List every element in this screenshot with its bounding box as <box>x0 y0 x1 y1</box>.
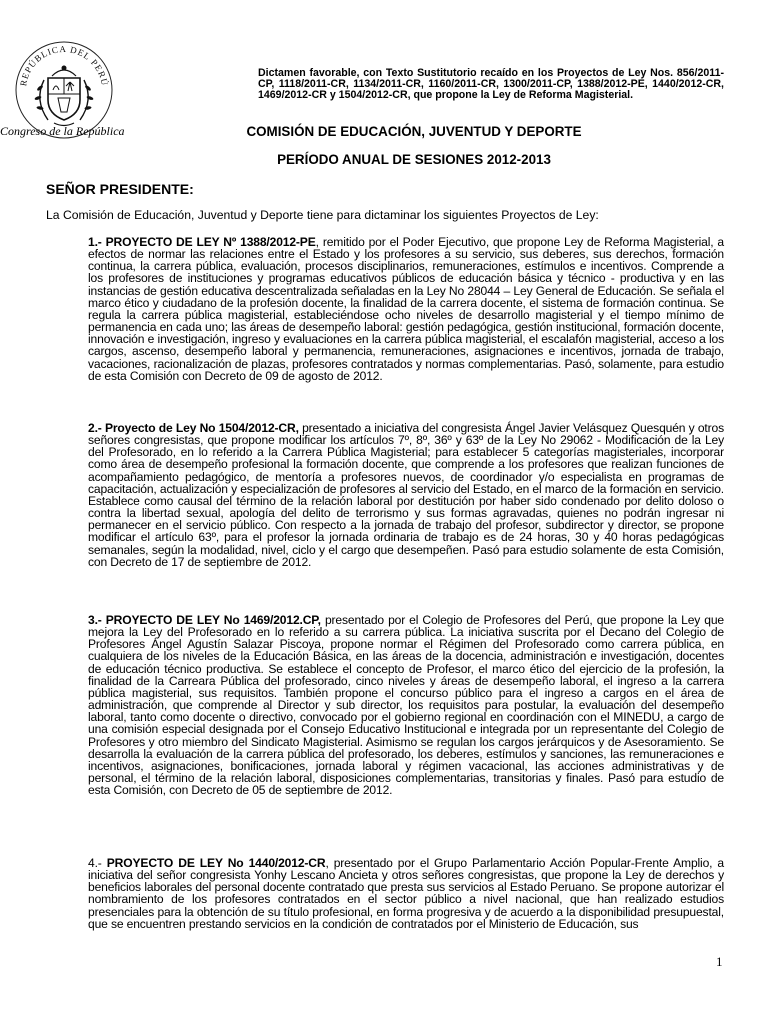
salutation: SEÑOR PRESIDENTE: <box>46 181 194 197</box>
item-text: , presentado por el Grupo Parlamentario Acción Popular-Frente Amplio, a iniciativa del señor congresista Yonhy Lescano Ancieta y otros señores congresistas, que propone la Ley de derechos y beneficios laborales del personal docente contratado que presta sus servicios al Estado Peruano. Se propone autorizar el nombramiento de los profesores contratados en el sector público a nivel nacional, que han realizado estudios presenciales para la obtención de su título profesional, en forma progresiva y de acuerdo a la disponibilidad presupuestal, que se encuentren prestando servicios en la condición de contratados por el Ministerio de Educación, sus <box>88 856 725 931</box>
list-item <box>88 857 724 930</box>
dictamen-heading: Dictamen favorable, con Texto Sustitutorio recaído en los Proyectos de Ley Nos. 856/2011-CP, 1118/2011-CR, 1134/2011-CR, 1160/2011-CR, 1300/2011-CP, 1388/2012-PE, 1440/2012-CR, 1469/2012-CR y 1504/2012-CR, que propone la Ley de Reforma Magisterial. <box>258 67 724 102</box>
intro-paragraph: La Comisión de Educación, Juventud y Deporte tiene para dictaminar los siguientes Proyectos de Ley: <box>46 208 599 222</box>
item-lead: PROYECTO DE LEY No 1440/2012-CR <box>106 856 326 870</box>
list-item <box>88 614 724 796</box>
list-item <box>88 236 724 382</box>
item-text: presentado a iniciativa del congresista Ángel Javier Velásquez Quesquén y otros señores congresistas, que propone modificar los artículos 7º, 8º, 36º y 63º de la Ley No 29062 - Modificación de la Ley del Profesorado, en lo referido a la Carrera Pública Magisterial; para establecer 5 categorías magisteriales, incorporar como área de desempeño profesional la formación docente, que comprende a los profesores que realizan funciones de acompañamiento pedagógico, de mentoría a profesores nuevos, de coordinador y/o especialista en programas de capacitación, actualización y especialización de profesores al servicio del Estado, en el marco de la formación en servicio. Establece como causal del término de la relación laboral por destitución por haber sido condenado por delito doloso o contra la libertad sexual, apología del delito de terrorismo y sus formas agravadas, quienes no podrán ingresar ni permanecer en el servicio público. Con respecto a la jornada de trabajo del profesor, subdirector y director, se propone modificar el artículo 63º, para el profesor la jornada ordinaria de trabajo es de 24 horas, 30 y 40 horas pedagógicas semanales, según la modalidad, nivel, ciclo y el cargo que desempeñen. Pasó para estudio solamente de esta Comisión, con Decreto de 17 de septiembre de 2012. <box>88 421 724 569</box>
item-lead: 1.- PROYECTO DE LEY Nº 1388/2012-PE <box>88 235 316 249</box>
list-item <box>88 422 724 568</box>
item-prefix: 4.- <box>88 856 107 870</box>
item-lead: 2.- Proyecto de Ley No 1504/2012-CR, <box>88 421 299 435</box>
page-number: 1 <box>716 954 723 969</box>
item-lead: 3.- PROYECTO DE LEY No 1469/2012.CP, <box>88 613 321 627</box>
item-text: , remitido por el Poder Ejecutivo, que propone Ley de Reforma Magisterial, a efectos de normar las relaciones entre el Estado y los profesores a su servicio, sus deberes, sus derechos, formación continua, la carrera pública, evaluación, procesos disciplinarios, remuneraciones, estímulos e incentivos. Comprende a los profesores de instituciones y programas educativos públicos de educación básica y técnico - productiva y en las instancias de gestión educativa descentralizada señaladas en la Ley No 28044 – Ley General de Educación. Se señala el marco ético y ciudadano de la profesión docente, la finalidad de la carrera docente, el sistema de formación continua. Se regula la carrera pública magisterial, estableciéndose ocho niveles de desarrollo magisterial y el tiempo mínimo de permanencia en cada uno; las áreas de desempeño laboral: gestión pedagógica, gestión institucional, formación docente, innovación e investigación, ingreso y evaluaciones en la carrera pública magisterial, el escalafón magisterial, acceso a los cargos, ascenso, desempeño laboral y permanencia, remuneraciones, asignaciones e incentivos, jornada de trabajo, vacaciones, racionalización de plazas, profesores contratados y normas complementarias. Pasó, solamente, para estudio de esta Comisión con Decreto de 09 de agosto de 2012. <box>88 235 724 383</box>
svg-text:REPÚBLICA DEL PERÚ: REPÚBLICA DEL PERÚ <box>18 43 110 87</box>
commission-title: COMISIÓN DE EDUCACIÓN, JUVENTUD Y DEPORTE <box>246 124 582 139</box>
item-text: presentado por el Colegio de Profesores del Perú, que propone la Ley que mejora la Ley del Profesorado en lo referido a su carrera pública. La iniciativa suscrita por el Decano del Colegio de Profesores Ángel Agustín Salazar Piscoya, propone normar el Régimen del Profesorado como carrera pública, en cualquiera de los niveles de la Educación Básica, en las áreas de la docencia, administración e investigación, docentes de educación técnico productiva. Se establece el concepto de Profesor, el marco ético del ejercicio de la profesión, la finalidad de la Carreara Pública del profesorado, cinco niveles y áreas de desempeño laboral, el ingreso a la carrera pública magisterial, sus requisitos. También propone el concurso público para el ingreso a cargos en el área de administración, que comprende al Director y sub director, los requisitos para postular, la evaluación del desempeño laboral, tanto como docente o directivo, convocado por el gobierno regional en coordinación con el MINEDU, a cargo de una comisión especial designada por el Consejo Educativo Institucional e integrada por un representante del Colegio de Profesores y otro miembro del Sindicato Magisterial. Asimismo se regulan los cargos jerárquicos y de Asesoramiento. Se desarrolla la evaluación de la carrera pública del profesorado, los deberes, estímulos y sanciones, las remuneraciones e incentivos, asignaciones, bonificaciones, jornada laboral y régimen vacacional, las acciones administrativas y de personal, el término de la relación laboral, disposiciones complementarias, transitorias y finales. Pasó para estudio de esta Comisión, con Decreto de 05 de septiembre de 2012. <box>88 613 725 798</box>
period-title: PERÍODO ANUAL DE SESIONES 2012-2013 <box>277 152 551 167</box>
logo-caption: Congreso de la República <box>0 124 125 138</box>
